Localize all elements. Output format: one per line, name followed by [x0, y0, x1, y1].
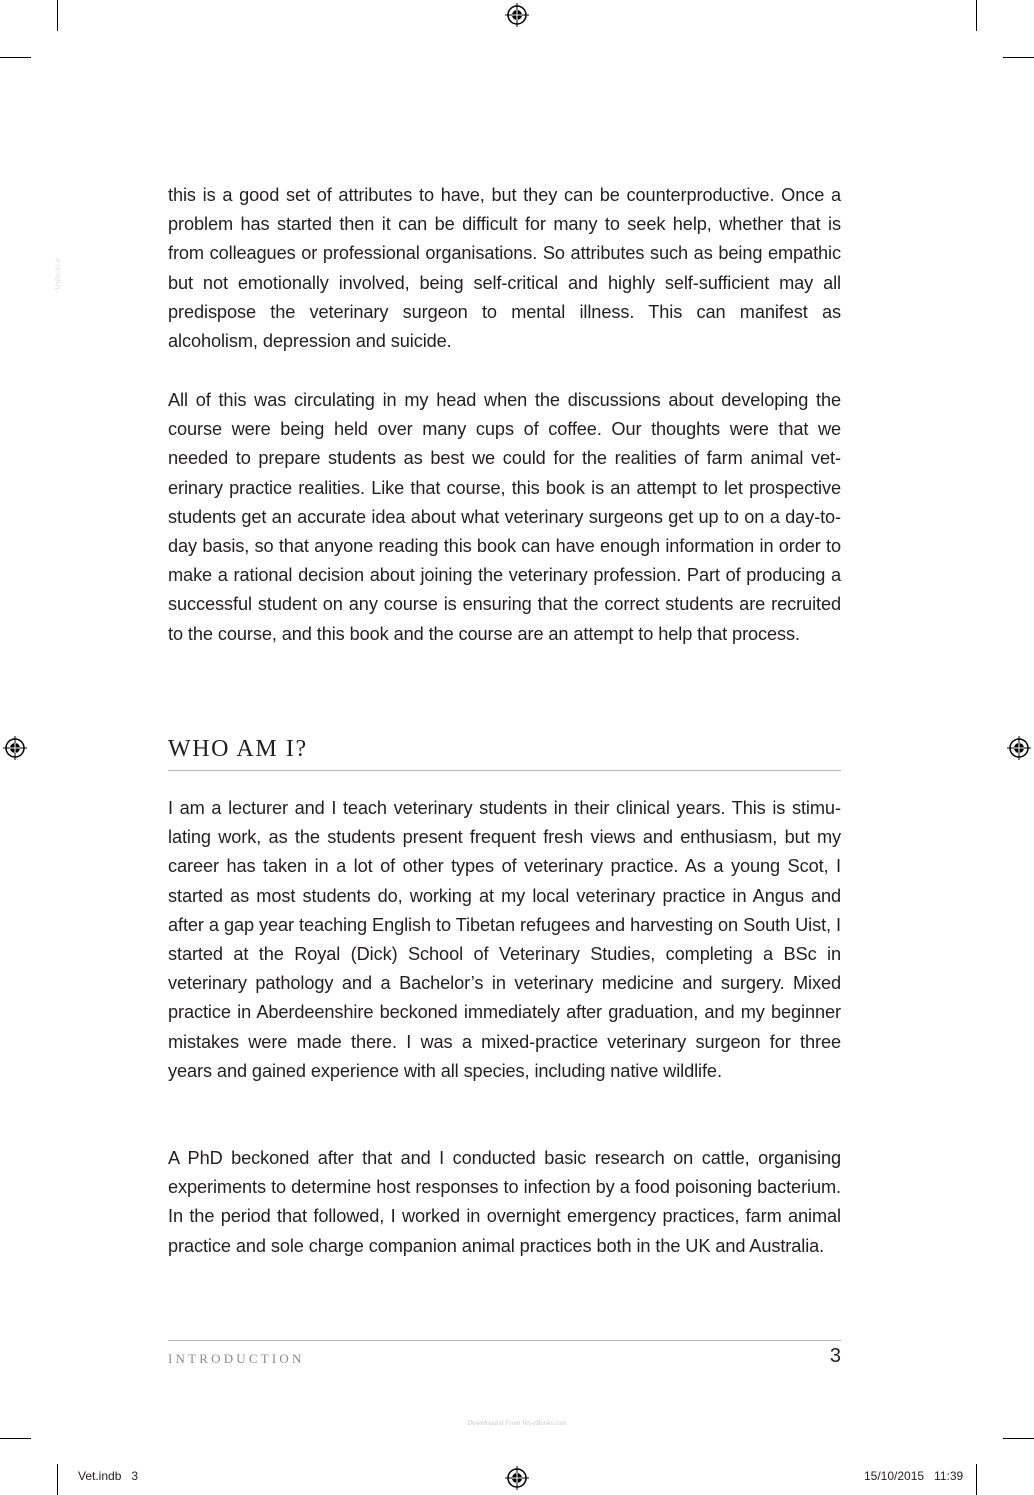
side-watermark: VetBooks.ir	[54, 257, 62, 291]
crop-mark-icon	[0, 57, 31, 58]
bottom-watermark: Downloaded From Vet-eBooks.com	[467, 1419, 567, 1427]
crop-mark-icon	[57, 1464, 58, 1495]
registration-mark-icon	[505, 3, 529, 27]
section-heading: WHO AM I?	[168, 734, 841, 771]
registration-mark-icon	[1007, 736, 1031, 760]
crop-mark-icon	[976, 1464, 977, 1495]
body-paragraph: All of this was circulating in my head when the discussions about developing the course were being held over many cups of coffee. Our thoughts were that we needed to prepare students as best we could for the realities of farm animal veterinary practice realities. Like that course, this book is an attempt to let prospective students get an accurate idea about what veterinary surgeons get up to on a day-to-day basis, so that anyone reading this book can have enough information in order to make a rational decision about joining the veterinary profession. Part of producing a successful student on any course is ensuring that the correct students are recruited to the course, and this book and the course are an attempt to help that process.	[168, 390, 841, 644]
footer-rule	[168, 1340, 841, 1341]
crop-mark-icon	[1003, 1438, 1034, 1439]
registration-mark-icon	[3, 736, 27, 760]
crop-mark-icon	[1003, 57, 1034, 58]
registration-mark-icon	[505, 1466, 529, 1490]
body-paragraph: I am a lecturer and I teach veterinary students in their clinical years. This is stimulating work, as the students present frequent fresh views and enthusiasm, but my career has taken in a lot of other types of veterinary practice. As a young Scot, I started as most students do, working at my local veterinary practice in Angus and after a gap year teaching English to Tibetan refugees and harvesting on South Uist, I started at the Royal (Dick) School of Veterinary Studies, completing a BSc in veterinary pathology and a Bachelor’s in veterinary medicine and surgery. Mixed practice in Aberdeenshire beckoned immediately after graduation, and my beginner mistakes were made there. I was a mixed-practice veterinary surgeon for three years and gained experience with all species, including native wildlife.	[168, 798, 841, 1081]
crop-mark-icon	[0, 1438, 31, 1439]
crop-mark-icon	[57, 0, 58, 31]
running-head: INTRODUCTION	[168, 1351, 305, 1366]
body-paragraph: this is a good set of attributes to have, but they can be counterproductive. Once a problem has started then it can be difficult for many to seek help, whether that is from colleagues or professional organisations. So attributes such as being empathic but not emotionally involved, being self-critical and highly self-sufficient may all predispose the veterinary surgeon to mental illness. This can manifest as alcoholism, depression and suicide.	[168, 185, 841, 352]
crop-mark-icon	[976, 0, 977, 31]
body-paragraph: A PhD beckoned after that and I conducted basic research on cattle, organising experiments to determine host responses to infection by a food poisoning bacterium. In the period that followed, I worked in overnight emergency practices, farm animal practice and sole charge companion animal practices both in the UK and Australia.	[168, 1148, 841, 1256]
slug-file: Vet.indb 3	[78, 1469, 139, 1483]
slug-datetime: 15/10/2015 11:39	[864, 1469, 964, 1483]
page-number: 3	[829, 1345, 841, 1367]
